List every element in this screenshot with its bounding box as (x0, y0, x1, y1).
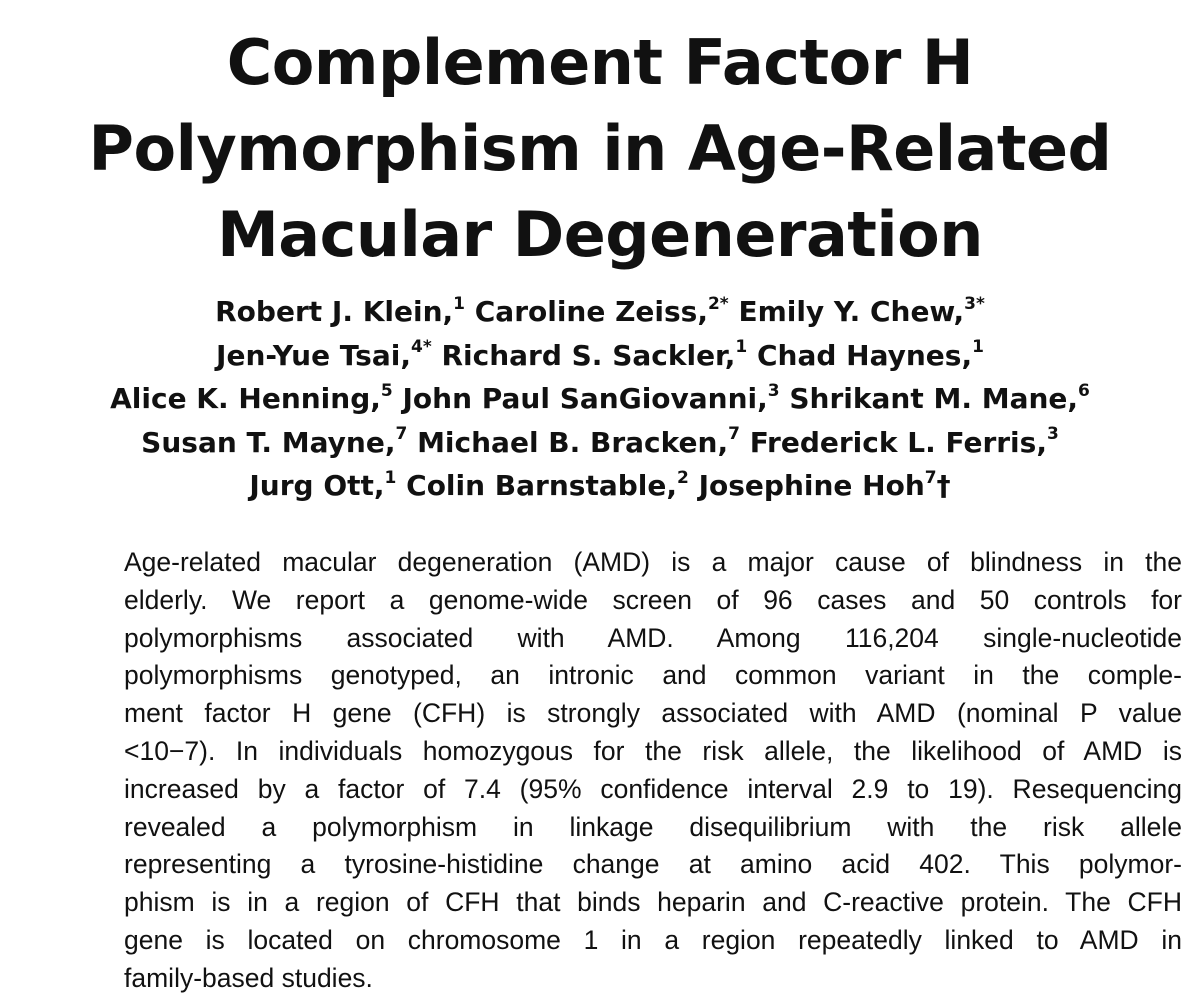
affiliation-mark: 7 (395, 424, 408, 445)
author-name: Shrikant M. Mane, (789, 382, 1079, 415)
author-name: Michael B. Bracken, (417, 425, 729, 459)
affiliation-mark: 1 (735, 337, 748, 358)
affiliation-mark: 3 (1046, 424, 1059, 445)
title-line: Polymorphism in Age-Related (88, 112, 1112, 185)
abstract-line: phism is in a region of CFH that binds heparin and C-reactive protein. The CFH (124, 887, 1182, 918)
author-line (0, 421, 1200, 465)
author-name: Jen-Yue Tsai, (216, 338, 411, 372)
affiliation-mark: 6 (1078, 380, 1090, 401)
affiliation-mark: 1 (453, 293, 465, 314)
author-name: Jurg Ott, (249, 469, 385, 502)
author (757, 339, 984, 372)
affiliation-mark: 7 (728, 424, 740, 445)
abstract-line: ment factor H gene (CFH) is strongly associated with AMD (nominal P value (124, 698, 1182, 729)
affiliation-mark: 1 (384, 467, 397, 488)
author-name: Alice K. Henning, (110, 382, 381, 415)
author-line (0, 290, 1200, 334)
author (475, 295, 729, 328)
author-name: Richard S. Sackler, (441, 338, 736, 372)
abstract-line: increased by a factor of 7.4 (95% confidence interval 2.9 to 19). Resequencing (124, 773, 1182, 804)
author (417, 426, 740, 459)
abstract (124, 544, 1182, 998)
author-name: Caroline Zeiss, (474, 295, 708, 328)
author (789, 382, 1090, 415)
author (406, 469, 689, 502)
abstract-line: <10−7). In individuals homozygous for the risk allele, the likelihood of AMD is (124, 735, 1182, 766)
author (216, 339, 432, 372)
author-line (0, 377, 1200, 421)
abstract-line: representing a tyrosine-histidine change at amino acid 402. This polymor- (124, 849, 1182, 880)
author-list (0, 290, 1200, 508)
affiliation-mark: 3* (964, 293, 985, 314)
author-name: Colin Barnstable, (406, 469, 677, 502)
corresponding-author-dagger: † (936, 469, 951, 502)
author (110, 382, 393, 415)
affiliation-mark: 3 (767, 380, 780, 401)
author-line (0, 464, 1200, 508)
author-name: John Paul SanGiovanni, (402, 382, 768, 415)
author (403, 382, 780, 415)
author (750, 426, 1059, 459)
author-name: Chad Haynes, (756, 338, 973, 372)
author-name: Frederick L. Ferris, (749, 425, 1047, 459)
abstract-line: polymorphisms genotyped, an intronic and common variant in the comple- (124, 660, 1182, 691)
author-name: Robert J. Klein, (215, 295, 454, 328)
author (441, 339, 747, 372)
abstract-line: polymorphisms associated with AMD. Among 116,204 single-nucleotide (124, 622, 1182, 653)
author (738, 295, 984, 328)
title-line: Complement Factor H (226, 26, 974, 99)
author-line (0, 334, 1200, 378)
author (249, 469, 396, 502)
abstract-line: Age-related macular degeneration (AMD) is a major cause of blindness in the (124, 547, 1182, 577)
affiliation-mark: 1 (972, 337, 984, 358)
author-name: Josephine Hoh (698, 469, 925, 502)
abstract-line: family-based studies. (124, 962, 373, 993)
author-name: Susan T. Mayne, (141, 425, 396, 459)
affiliation-mark: 2* (707, 293, 729, 314)
abstract-line: elderly. We report a genome-wide screen of 96 cases and 50 controls for (124, 584, 1182, 615)
abstract-line: revealed a polymorphism in linkage disequilibrium with the risk allele (124, 811, 1182, 842)
affiliation-mark: 2 (677, 467, 689, 488)
title-line: Macular Degeneration (217, 198, 983, 271)
author-name: Emily Y. Chew, (738, 295, 965, 328)
author (215, 295, 465, 328)
paper-title (0, 20, 1200, 278)
affiliation-mark: 7 (924, 467, 937, 488)
author (699, 469, 951, 502)
abstract-line: gene is located on chromosome 1 in a region repeatedly linked to AMD in (124, 924, 1182, 955)
affiliation-mark: 4* (410, 337, 432, 358)
affiliation-mark: 5 (380, 380, 393, 401)
author (141, 426, 407, 459)
